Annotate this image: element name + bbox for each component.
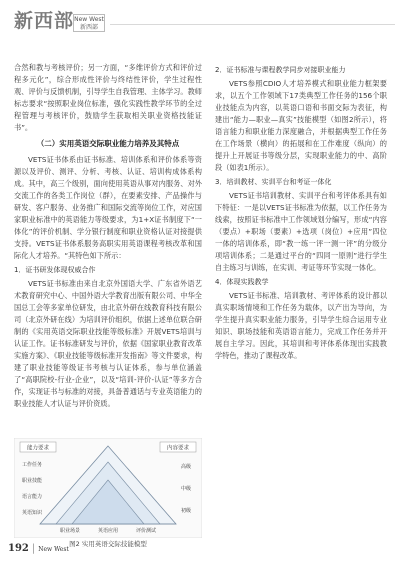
paragraph: VETS证书标准、培训教材、考评体系的设计都以真实职场情境和工作任务为载体，以产出为导向，为学生提升真实职业能力服务，引导学生综合运用专业知识、职场技能和英语语言能力，完成工作任务并开展自主学习。因此，其培训和考评体系体现出实践教学特色，推动了课程改革。 (215, 291, 387, 360)
label-level-2: 中级 (180, 486, 192, 492)
magazine-badge (73, 14, 105, 32)
label-row4: 英语知识 (22, 510, 43, 516)
subsection-heading: 3．培训教材、实训平台和考证一体化 (215, 178, 332, 186)
section-heading: （二）实用英语交际职业能力培养及其特点 (36, 139, 180, 148)
label-top-left: 能力要求 (26, 445, 50, 452)
right-column (215, 62, 387, 362)
paragraph: VETS证书标准由来自北京外国语大学、广东省外语艺术教育研究中心、中国外语大学教育出版有限公司、中华全国总工会等多家单位研发，由北京外研在线教育科技有限公司（北京外研在线）为培训评价组织，依据上述单位联合研制的《实用英语交际职业技能等级标准》开展VETS培训与认证工作。证书标准研发与评价，依据《国家职业教育改革实施方案》、《职业技能等级标准开发指南》等文件要求，构建了职业技能等级证书考核与认证体系，参与单位涵盖了“高职院校-行业-企业”，以及“培训-评价-认证”等多方合作，实现证书与标准的对接，具备普通话与专业英语能力的职业技能人才认证与评价资质。 (14, 279, 202, 408)
subsection-heading: 4．体现实践教学 (215, 278, 269, 286)
label-base-mid: 英语应用 (97, 528, 119, 534)
footer-separator: | (31, 543, 36, 554)
magazine-logo: 新西部 (14, 10, 75, 32)
paragraph: 合然和教与考核评价；另一方面，“多维评价方式和评价过程多元化”，综合形成性评价与终结性评价，学生过程性观、评价与反馈机制，引导学生自我管理、主体学习。教师标志要求“按照职业岗位标准，强化实践性教学环节的全过程管理与考核评价，鼓励学生获取相关职业资格技能证书”。 (14, 63, 202, 132)
paragraph: VETS证书体系由证书标准、培训体系和评价体系等资源以及评价、测评、分析、考核、认证、培训构成体系构成。其中，高三个级别，面向使用英语从事对内服务、对外交流工作的各类工作岗位（群），在要素安排、产品操作与研发、客户服务、业务推广和国际交流等岗位工作，对应国家职业标准中的英语能力等级要求，为1+X证书制度下“一体化”的评价机制、学分银行制度和职业资格认证对接提供支持。VETS证书体系服务高职实用英语课程考核改革和国际化人才培养。“其特色如下所示： (14, 155, 202, 260)
label-base-right: 评价测试 (135, 528, 157, 534)
page-number: 192 (8, 543, 29, 554)
paragraph: VETS证书培训教材、实训平台和考评体系具有如下特征：一是以VETS证书标准为依据，以工作任务为线索，按照证书标准中工作领域划分编写，形成“内容（要点）+职场（要素）+选项（岗位）+应用”四位一体的培训体系，即“教一练一评一测一评”的分级分项培训体系；二是通过平台的“四同一原则”进行学生自主练习与训练，在实训、考证等环节实现一体化。 (215, 191, 387, 272)
header-rule (110, 24, 395, 25)
badge-en: New West (74, 16, 104, 23)
label-row2: 职业技能 (22, 478, 43, 484)
subsection-heading: 2．证书标准与课程教学同步对接职业能力 (215, 66, 346, 74)
magazine-name: New West (38, 546, 69, 553)
label-top-right: 内容要求 (166, 445, 190, 452)
label-base-left: 职业场景 (59, 528, 81, 534)
badge-cn: 新西部 (79, 24, 98, 31)
label-row3: 语言能力 (22, 494, 43, 500)
skill-model-figure (14, 438, 202, 538)
left-column (14, 62, 202, 410)
label-level-3: 初级 (180, 508, 192, 514)
label-row1: 工作任务 (22, 462, 43, 468)
page-footer (8, 543, 69, 554)
label-level-1: 高级 (180, 464, 192, 470)
page-header (0, 0, 402, 46)
figure-caption: 图2 实用英语交际技能模型 (69, 540, 147, 548)
subsection-heading: 1．证书研发体现权威合作 (14, 266, 96, 274)
paragraph: VETS参照CDIO人才培养模式和职业能力框架要求，以五个工作领域下17类典型工作任务的156个职业技能点为内容，以英语口语和书面交际为表征，构建出“能力—职业—真实”技能模型（如图2所示），将语言能力和职业能力深度融合，并根据典型工作任务在工作场景（横向）的拓展和在工作难度（纵向）的提升上开展证书等级分层，实现职业能力的中、高阶段（如表1所示）。 (215, 79, 387, 172)
